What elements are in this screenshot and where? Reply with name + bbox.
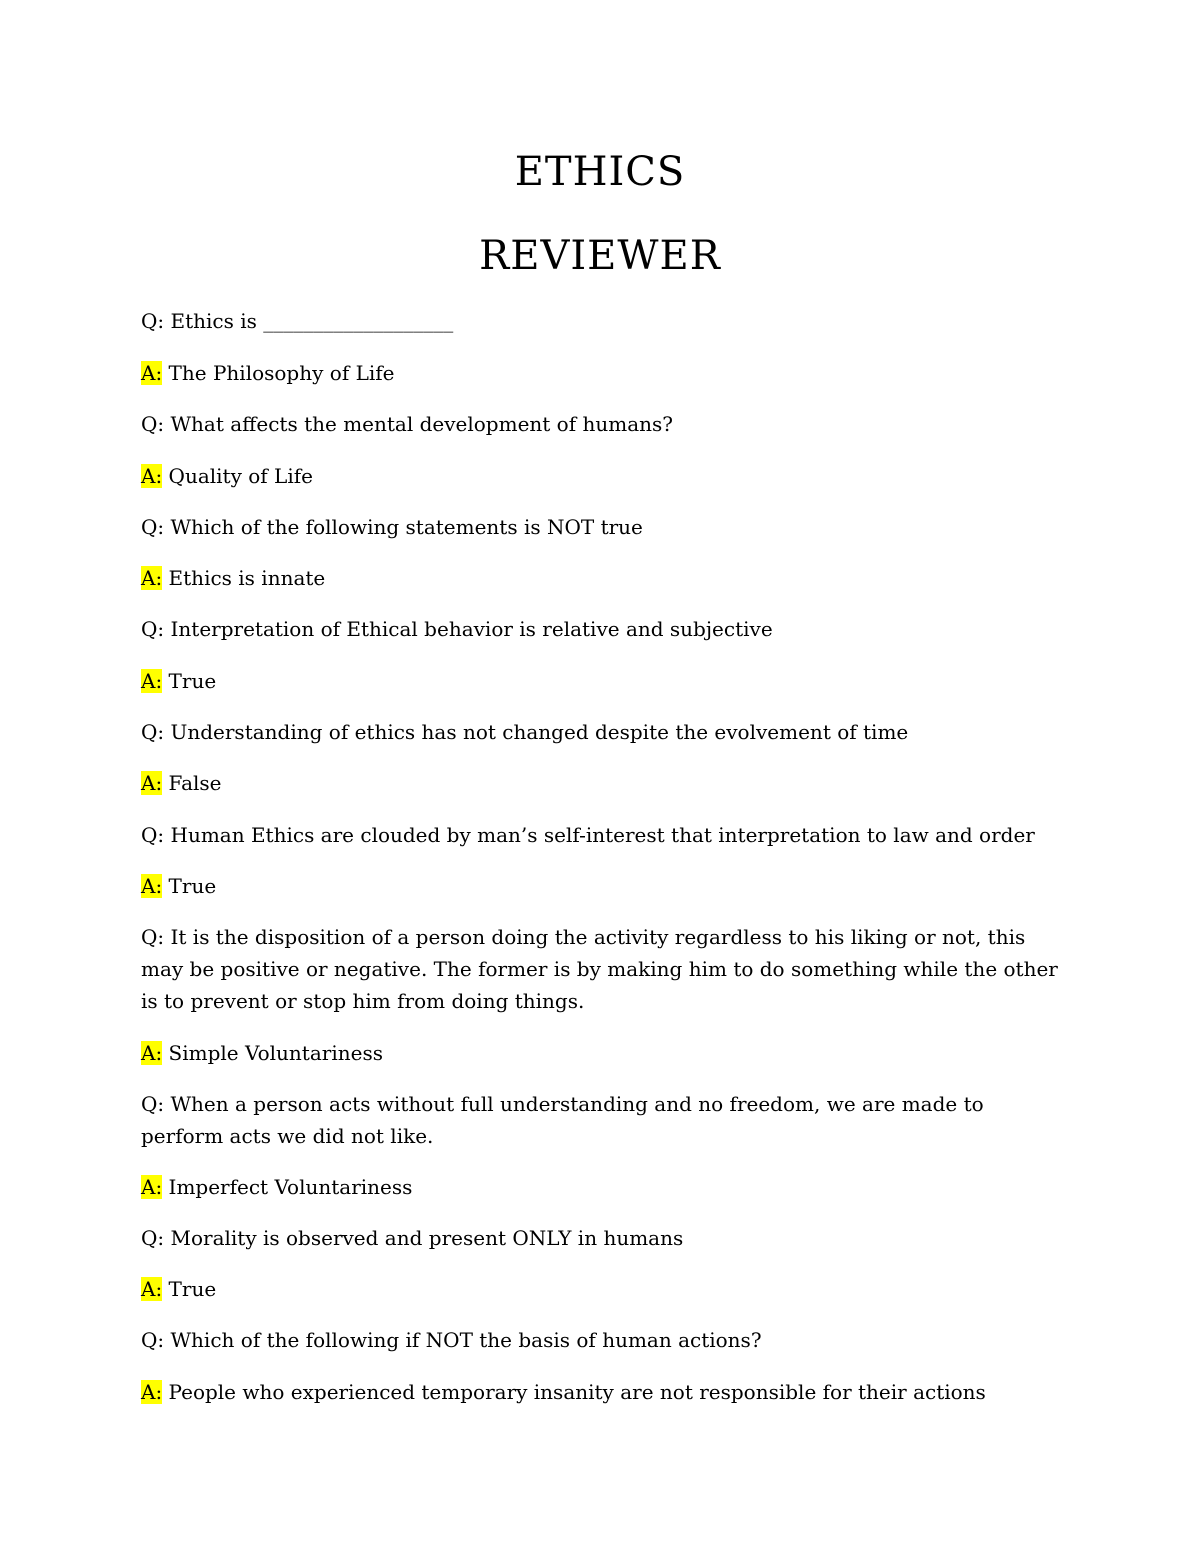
document-title-line-2: REVIEWER: [479, 233, 721, 279]
answer-text: Quality of Life: [162, 464, 313, 488]
answer-text: The Philosophy of Life: [162, 361, 395, 385]
answer-text: Ethics is innate: [162, 566, 326, 590]
question-4: [141, 613, 1061, 645]
question-6: [141, 819, 1061, 851]
answer-10: [141, 1376, 1061, 1408]
answer-3: [141, 562, 1061, 594]
document-title-line-1: ETHICS: [514, 149, 686, 195]
question-prefix: Q:: [141, 925, 165, 949]
question-prefix: Q:: [141, 1226, 165, 1250]
question-text: Understanding of ethics has not changed despite the evolvement of time: [164, 720, 909, 744]
answer-prefix-highlight: A:: [141, 669, 163, 693]
question-7: [141, 921, 1061, 1017]
question-text: Ethics is ___________________: [164, 309, 454, 333]
answer-prefix-highlight: A:: [141, 1277, 163, 1301]
question-8: [141, 1088, 1061, 1152]
question-text: Human Ethics are clouded by man’s self-interest that interpretation to law and order: [164, 823, 1035, 847]
answer-7: [141, 1037, 1061, 1069]
question-5: [141, 716, 1061, 748]
question-prefix: Q:: [141, 1092, 165, 1116]
answer-8: [141, 1171, 1061, 1203]
answer-4: [141, 665, 1061, 697]
answer-prefix-highlight: A:: [141, 771, 163, 795]
answer-prefix-highlight: A:: [141, 464, 163, 488]
answer-6: [141, 870, 1061, 902]
question-prefix: Q:: [141, 617, 165, 641]
question-2: [141, 408, 1061, 440]
answer-text: Imperfect Voluntariness: [162, 1175, 413, 1199]
question-prefix: Q:: [141, 823, 165, 847]
answer-prefix-highlight: A:: [141, 566, 163, 590]
question-prefix: Q:: [141, 515, 165, 539]
answer-text: True: [162, 874, 217, 898]
question-3: [141, 511, 1061, 543]
question-text: Which of the following if NOT the basis of human actions?: [164, 1328, 762, 1352]
question-text: Morality is observed and present ONLY in humans: [164, 1226, 684, 1250]
question-1: [141, 305, 1061, 337]
question-prefix: Q:: [141, 720, 165, 744]
question-text: What affects the mental development of humans?: [164, 412, 673, 436]
question-10: [141, 1324, 1061, 1356]
question-prefix: Q:: [141, 309, 165, 333]
answer-text: True: [162, 1277, 217, 1301]
question-prefix: Q:: [141, 412, 165, 436]
answer-text: True: [162, 669, 217, 693]
answer-1: [141, 357, 1061, 389]
answer-9: [141, 1273, 1061, 1305]
answer-text: Simple Voluntariness: [162, 1041, 383, 1065]
answer-text: People who experienced temporary insanity are not responsible for their actions: [162, 1380, 986, 1404]
answer-prefix-highlight: A:: [141, 361, 163, 385]
answer-2: [141, 460, 1061, 492]
answer-5: [141, 767, 1061, 799]
answer-text: False: [162, 771, 222, 795]
answer-prefix-highlight: A:: [141, 1041, 163, 1065]
question-text: When a person acts without full understanding and no freedom, we are made to perform acts we did not like.: [141, 1092, 984, 1148]
answer-prefix-highlight: A:: [141, 1380, 163, 1404]
question-text: Interpretation of Ethical behavior is relative and subjective: [164, 617, 773, 641]
answer-prefix-highlight: A:: [141, 1175, 163, 1199]
question-9: [141, 1222, 1061, 1254]
answer-prefix-highlight: A:: [141, 874, 163, 898]
question-text: Which of the following statements is NOT true: [164, 515, 643, 539]
question-text: It is the disposition of a person doing the activity regardless to his liking or not, this may be positive or negative. The former is by making him to do something while the other is to prevent or stop him from doing things.: [141, 925, 1058, 1013]
question-prefix: Q:: [141, 1328, 165, 1352]
